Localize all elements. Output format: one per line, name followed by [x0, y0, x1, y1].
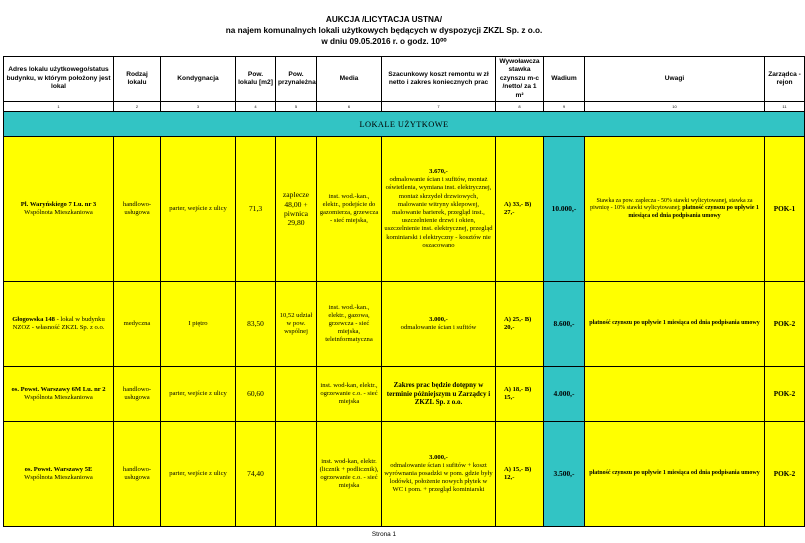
address-status: Wspólnota Mieszkaniowa	[24, 209, 93, 217]
table-row	[4, 367, 805, 422]
cell-manager: POK-2	[765, 367, 805, 422]
header-manager: Zarządca - rejon	[765, 57, 805, 102]
cell-rate: A) 33,- B) 27,-	[496, 137, 544, 282]
cell-manager: POK-2	[765, 422, 805, 527]
cell-area: 71,3	[236, 137, 276, 282]
notes-bold: płatność czynszu po upływie 1 miesiąca od dnia podpisania umowy	[628, 205, 759, 219]
header-deposit: Wadium	[544, 57, 585, 102]
table-row	[4, 422, 805, 527]
cell-extra-area: 10,52 udział w pow. wspólnej	[276, 282, 317, 367]
header-media: Media	[317, 57, 382, 102]
cell-type: handlowo-usługowa	[114, 137, 161, 282]
address-main: os. Powst. Warszawy 5E	[24, 465, 93, 473]
cell-address	[4, 367, 114, 422]
address-main: Głogowska 148	[12, 315, 55, 323]
col-number: 2	[114, 102, 161, 112]
title-line-2: na najem komunalnych lokali użytkowych będących w dyspozycji ZKZL Sp. z o.o.	[225, 26, 543, 35]
cell-media: inst. wod-kan, elektr. (licznik + podlicznik), ogrzewanie c.o. - sieć miejska	[317, 422, 382, 527]
cell-address	[4, 282, 114, 367]
cost-scope: odmalowanie ścian i sufitów, montaż oświetlenia, wymiana inst. elektrycznej, montaż skrzydeł drzwiowych, malowanie witryny sklepowej, malowanie barierek, przegląd inst., uszczelnienie drzwi i okien, uszczelnienie inst. elektrycznej, przegląd kominiarski i elektryczny - kosztów nie oszacowano	[384, 176, 493, 249]
listing-table	[3, 56, 805, 527]
cell-media: inst. wod-kan, elektr., ogrzewanie c.o. - sieć miejska	[317, 367, 382, 422]
cell-rate: A) 18,- B) 15,-	[496, 367, 544, 422]
header-notes: Uwagi	[585, 57, 765, 102]
page-number: Strona 1	[371, 531, 397, 538]
header-address: Adres lokalu użytkowego/status budynku, w którym położony jest lokal	[4, 57, 114, 102]
header-type: Rodzaj lokalu	[114, 57, 161, 102]
cost-scope: odmalowanie ścian i sufitów	[400, 324, 477, 332]
header-floor: Kondygnacja	[161, 57, 236, 102]
header-row	[4, 57, 805, 102]
cell-address	[4, 422, 114, 527]
address-main: os. Powst. Warszawy 6M Lu. nr 2	[11, 385, 106, 393]
col-number: 4	[236, 102, 276, 112]
cell-notes: płatność czynszu po upływie 1 miesiąca od dnia podpisania umowy	[585, 282, 765, 367]
col-number: 10	[585, 102, 765, 112]
cell-extra-area	[276, 422, 317, 527]
cell-media: inst. wod.-kan., elektr., gazowa, grzewcza - sieć miejska, teleinformatyczna	[317, 282, 382, 367]
cell-floor: I piętro	[161, 282, 236, 367]
cell-deposit: 4.000,-	[544, 367, 585, 422]
cost-value: 3.000,-	[429, 315, 448, 323]
col-number: 5	[276, 102, 317, 112]
cell-area: 60,60	[236, 367, 276, 422]
col-number: 8	[496, 102, 544, 112]
cell-deposit: 8.600,-	[544, 282, 585, 367]
cell-rate: A) 15,- B) 12,-	[496, 422, 544, 527]
cell-type: handlowo-usługowa	[114, 367, 161, 422]
cost-scope: odmalowanie ścian i sufitów + koszt wyrównania posadzki w pom. gdzie były lodówki, położenie nowych płytek w WC i pom. + przegląd kominiarski	[384, 461, 493, 494]
header-extra-area: Pow. przynależna	[276, 57, 317, 102]
cost-value: 3.000,-	[429, 453, 448, 461]
col-number: 11	[765, 102, 805, 112]
cell-deposit: 3.500,-	[544, 422, 585, 527]
title-line-1: AUKCJA /LICYTACJA USTNA/	[325, 15, 443, 24]
section-label: LOKALE UŻYTKOWE	[4, 112, 805, 137]
title-line-3: w dniu 09.05.2016 r. o godz. 10⁰⁰	[321, 37, 447, 46]
cell-rate: A) 25,- B) 20,-	[496, 282, 544, 367]
cell-address	[4, 137, 114, 282]
cell-cost	[382, 282, 496, 367]
cell-area: 83,50	[236, 282, 276, 367]
cost-value: 3.670,-	[429, 168, 448, 176]
cell-extra-area	[276, 367, 317, 422]
notes-plain: Stawka za pow. zaplecza - 50% stawki wylicytowanej, stawka za piwnicę - 10% stawki wylicytowanej;	[590, 197, 753, 212]
table-row	[4, 137, 805, 282]
cell-area: 74,40	[236, 422, 276, 527]
table-row	[4, 282, 805, 367]
cell-extra-area: zaplecze 48,00 + piwnica 29,80	[276, 137, 317, 282]
cell-floor: parter, wejście z ulicy	[161, 367, 236, 422]
cell-notes: płatność czynszu po upływie 1 miesiąca od dnia podpisania umowy	[585, 422, 765, 527]
header-cost: Szacunkowy koszt remontu w zł netto i zakres koniecznych prac	[382, 57, 496, 102]
header-area: Pow. lokalu [m2]	[236, 57, 276, 102]
cell-deposit: 10.000,-	[544, 137, 585, 282]
address-status: - lokal w budynku NZOZ - własność ZKZL Sp. z o.o.	[12, 315, 105, 332]
cell-type: medyczna	[114, 282, 161, 367]
col-number: 3	[161, 102, 236, 112]
header-rate: Wywoławcza stawka czynszu m-c /netto/ za 1 m²	[496, 57, 544, 102]
col-number: 1	[4, 102, 114, 112]
address-status: Wspólnota Mieszkaniowa	[24, 394, 93, 402]
cell-cost	[382, 137, 496, 282]
cell-cost: Zakres prac będzie dotępny w terminie późniejszym u Zarządcy i ZKZL Sp. z o.o.	[382, 367, 496, 422]
document-title	[0, 14, 768, 47]
cell-floor: parter, wejście z ulicy	[161, 422, 236, 527]
address-main: Pl. Waryńskiego 7 Lu. nr 3	[20, 200, 97, 208]
cell-type: handlowo-usługowa	[114, 422, 161, 527]
col-number: 6	[317, 102, 382, 112]
cell-manager: POK-2	[765, 282, 805, 367]
address-status: Wspólnota Mieszkaniowa	[24, 474, 93, 482]
col-number: 9	[544, 102, 585, 112]
cell-media: inst. wod.-kan., elektr., podejście do gazomierza, grzewcza - sieć miejska,	[317, 137, 382, 282]
cell-floor: parter, wejście z ulicy	[161, 137, 236, 282]
section-row	[4, 112, 805, 137]
cell-notes	[585, 367, 765, 422]
column-number-row	[4, 102, 805, 112]
cell-manager: POK-1	[765, 137, 805, 282]
col-number: 7	[382, 102, 496, 112]
cell-cost	[382, 422, 496, 527]
cell-notes	[585, 137, 765, 282]
